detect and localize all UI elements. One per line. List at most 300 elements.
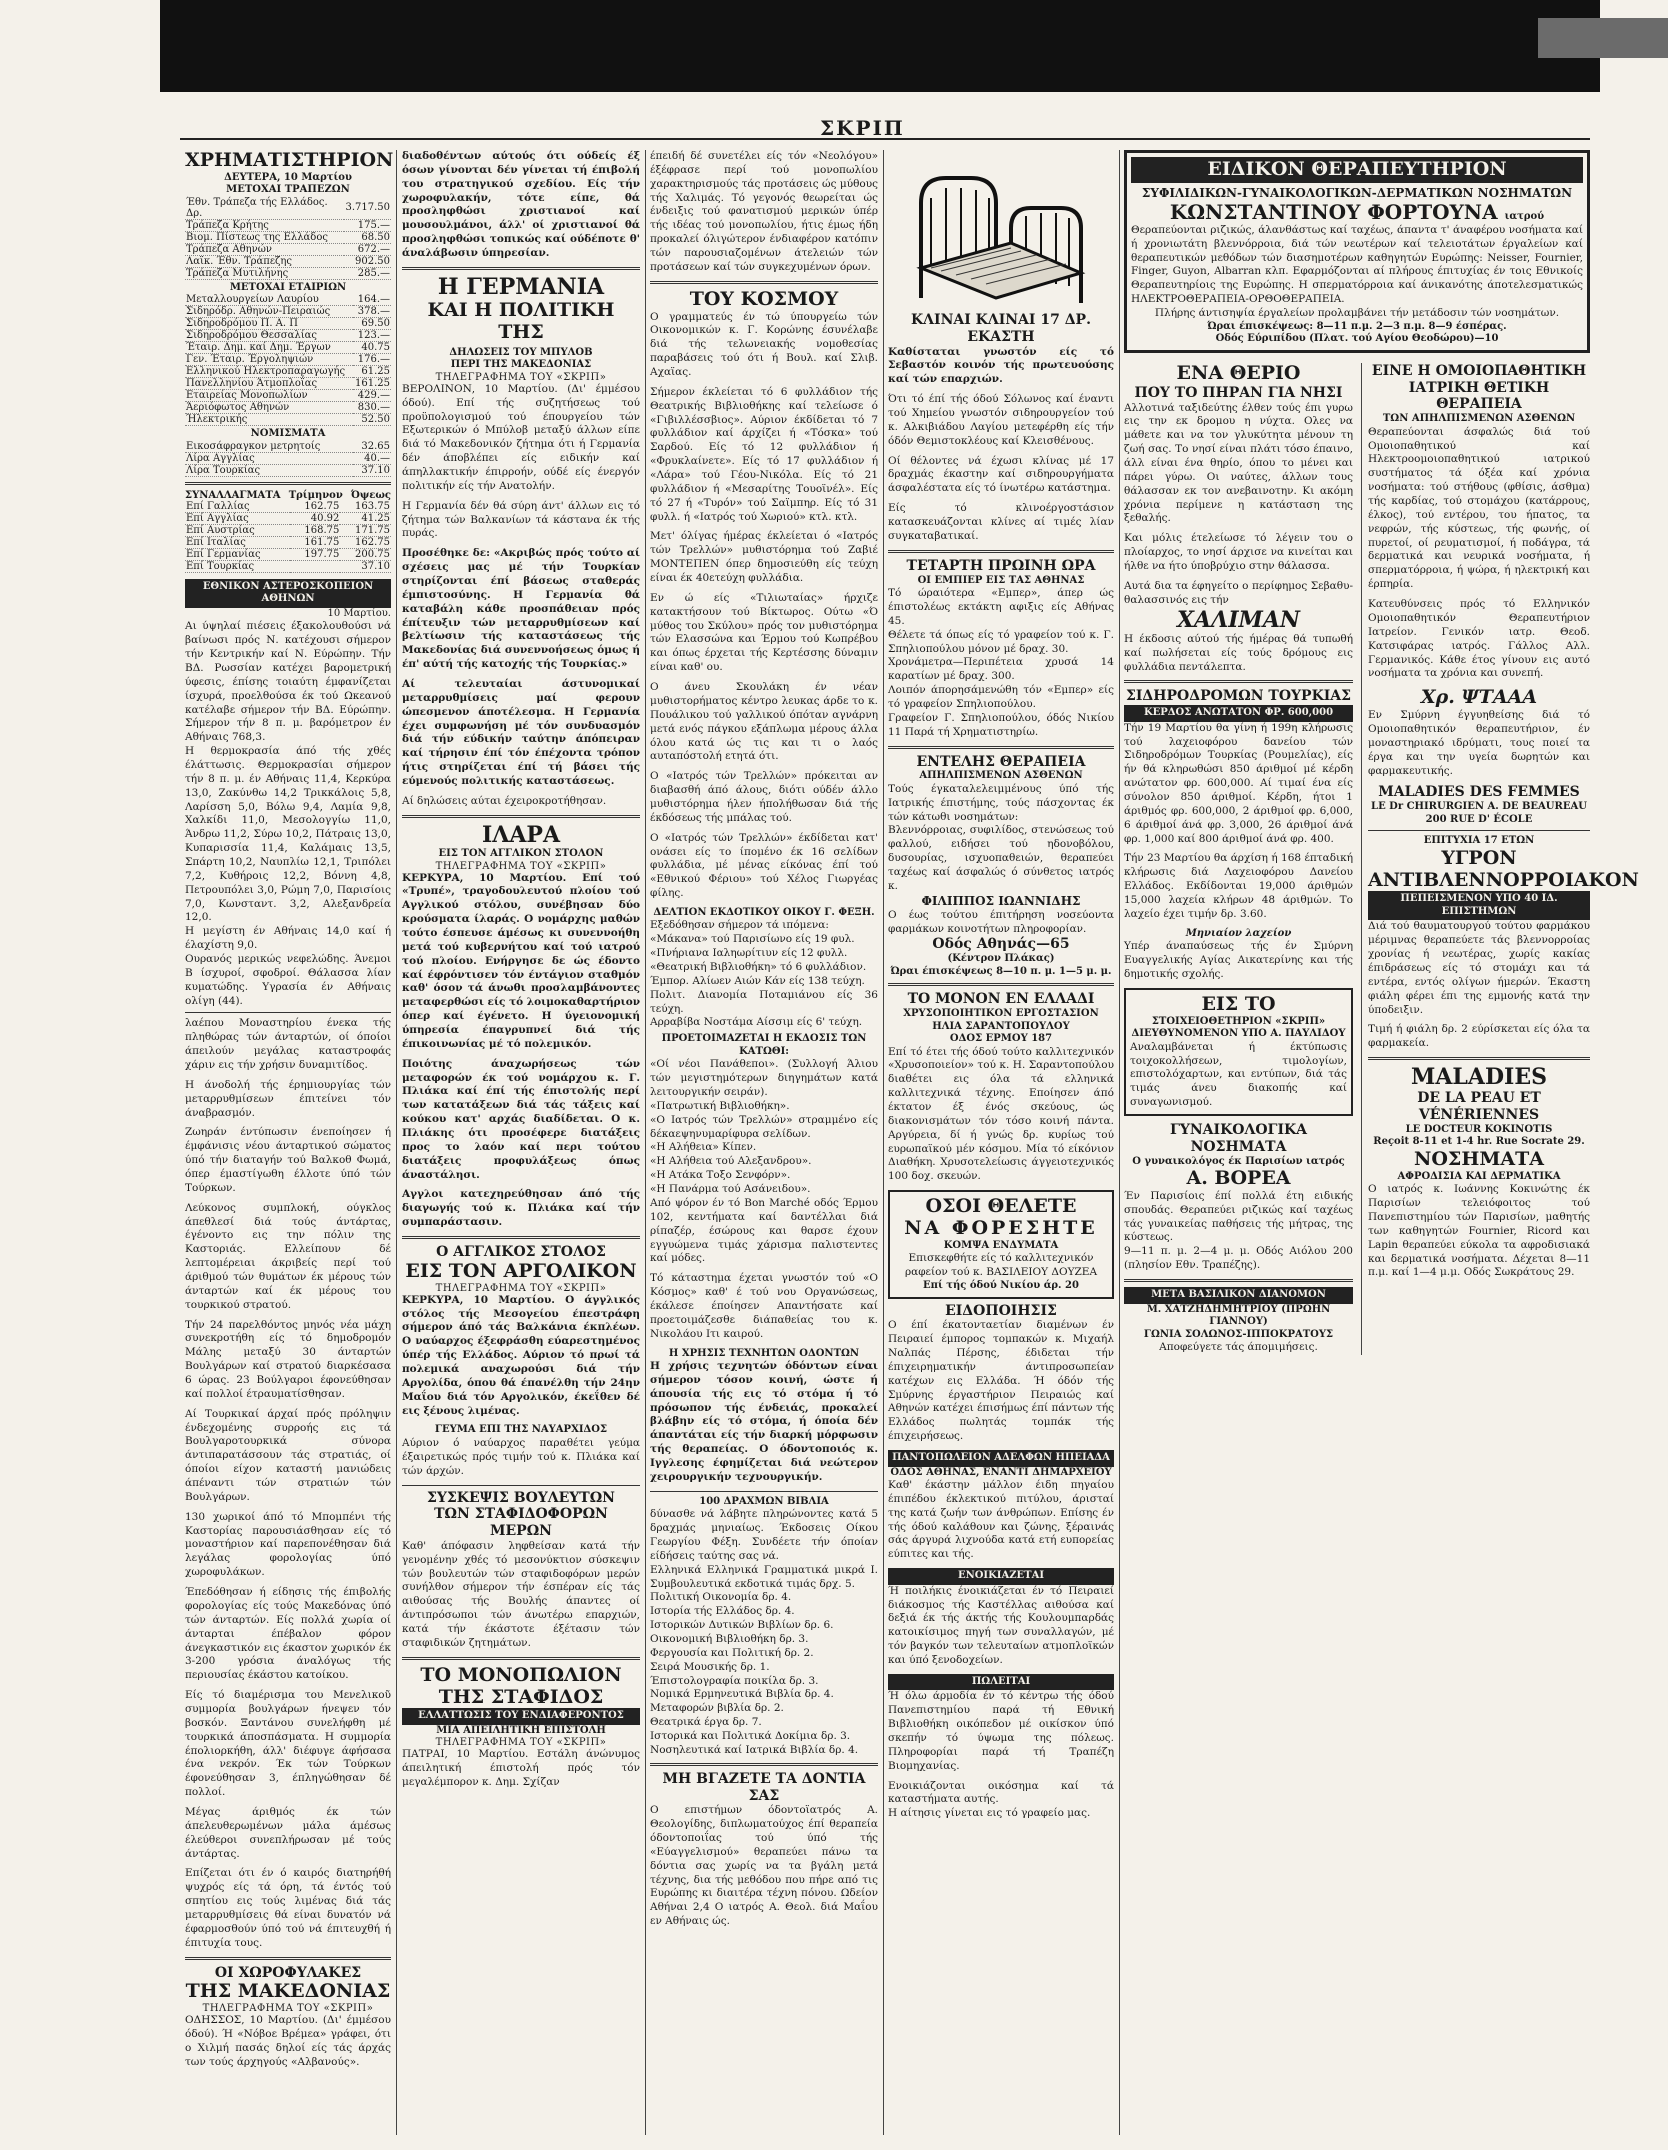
measles-text: ΚΕΡΚΥΡΑ, 10 Μαρτίου. Επί τού «Τρυπέ», τραγοδουλευτού πλοίου τού Αγγλικού στόλου, συνέβησαν δύο κρούσματα ίλαράς. Ο νομάρχης μαθών τούτο έσπευσε άμέσως κι συνεννοήθη μετά τού κυβερνήτου καί τού ιατρού τού πλοίου. Ενήργησε δε ώς έδοντο καί έφρόντισεν τόν έντάγιον σταθμόν καθ' όσον τά άνωθι προσλαμβάνοντες μεταφερθώσι είς τό λοιμοκαθαρτήριον όπερ καί έγένετο. Η ύγειονομική ύπηρεσία έπαγρυπνεί διά τής έπικοινωνίας μέ τό πολεμικόν. [402, 871, 640, 1050]
article-paragraph: Αί Τουρκικαί άρχαί πρός πρόληψιν ένδεχομένης συρροής εις τά Βουλγαροτουρκικά σύνορα άντιπαρατάσσουν τάς στρατιάς, οί όποίοι είχον καταστή μανιώδεις άπέναντι τών στρατιών τών Βουλγάρων. [185, 1407, 391, 1503]
therapy-address: Οδός Αθηνάς—65 [932, 936, 1070, 953]
forthcoming-heading: ΠΡΟΕΤΟΙΜΑΖΕΤΑΙ Η ΕΚΔΟΣΙΣ ΤΩΝ ΚΑΤΩΘΙ: [661, 1033, 867, 1057]
article-paragraph: διαδοθέντων αύτούς ότι ούδείς έξ όσων γίνονται δέν γίνεται τή έπιβολή του στρατηγικού σχεδίου. Είς τήν χωροφυλακήν, τότε είπε, θά προσληφθώσι χριστιανοί καί μουσουλμάνοι, άλλ' οί χριστιανοί θά προσληφθώσι τοπικώς καί ούδέποτε θ' άναλάβωσιν ύπηρεσίαν. [402, 150, 640, 260]
table-row [185, 548, 391, 560]
table-cell: 40.75 [353, 342, 391, 354]
divider [888, 550, 1114, 553]
table-cell: Επί Γερμανίας [185, 548, 290, 560]
dinner-text: Αύριον ό ναύαρχος παραθέτει γεύμα έξαιρετικώς πρός τιμήν τού κ. Πλιάκα καί τών άρχών. [402, 1436, 640, 1477]
germany-sub: ΔΗΛΩΣΕΙΣ ΤΟΥ ΜΠΥΛΟΒ [449, 346, 593, 358]
table-cell: 672.— [344, 243, 391, 255]
tailor-address: Επί τής όδού Νικίου άρ. 20 [923, 1280, 1079, 1291]
homeopathy-sub: ΤΩΝ ΑΠΗΛΠΙΣΜΕΝΩΝ ΑΣΘΕΝΩΝ [1382, 413, 1576, 425]
clinic-doctor [1131, 201, 1583, 224]
scan-top-border [160, 0, 1600, 92]
table-cell: Άεριόφωτος Αθηνών [185, 402, 353, 414]
table-row [185, 402, 391, 414]
list-item: Αρραβίβα Νοστάμα Αίσσιμ είς 6' τεύχη. [650, 1016, 863, 1029]
table-row [185, 255, 391, 267]
divider [650, 1491, 878, 1492]
germany-text: Προσέθηκε δε: «Ακριβώς πρός τούτο αί σχέσεις μας μέ τήν Τουρκίαν στηρίζονται έπί βάσεως σταθεράς έμπιστοσύνης. Η Γερμανία θά καταβάλη κάθε προσπάθειαν πρός έπίτευξιν τών μεταρρυθμίσεων καί βελτίωσιν τής καταστάσεως τής Μακεδονίας διά συνεννοήσεως όμως ή έπ' αύτή τής κατοχής τής Τουρκίας.» [402, 547, 640, 671]
table-cell: 830.— [353, 402, 391, 414]
monopoly-heading: ΤΟ ΜΟΝΟΠΩΛΙΟΝ [420, 1663, 622, 1686]
metal-sub-2: ΓΩΝΙΑ ΣΟΛΩΝΟΣ-ΙΠΠΟΚΡΑΤΟΥΣ [1143, 1328, 1334, 1340]
tailor-heading-2: ΝΑ ΦΟΡΕΣΗΤΕ [904, 1216, 1098, 1239]
table-cell: Ελληνικού Ηλεκτροπαραγωγής [185, 366, 353, 378]
beast-heading: ΕΝΑ ΘΕΡΙΟ [1176, 361, 1301, 384]
table-row [185, 294, 391, 306]
table-row [185, 243, 391, 255]
maladies-heading: MALADIES DES FEMMES [1378, 784, 1580, 801]
divider [888, 746, 1114, 749]
article-paragraph: Έπεδόθησαν ή είδησις τής έπιβολής φορολογίας είς τούς Μακεδόνας ύπό τών άνταρτών. Είς πολλά χωρία οί άνταρται έπέβαλον φόρον άνεγκαστικόν εις έκαστον χωρικόν έκ 3-200 γρόσια άναλόγως τής περιουσίας έκάστου κατοίκου. [185, 1586, 391, 1682]
monopoly-sub-2: ΜΙΑ ΑΠΕΙΛΗΤΙΚΗ ΕΠΙΣΤΟΛΗ [436, 1724, 606, 1736]
divider [185, 1957, 391, 1960]
fx-heading-row [185, 490, 391, 501]
liquid-text: Διά τού θαυματουργού τούτου φαρμάκου μέριμνας θεραπεύετε τάς βλεννορροίας χρονίας ή νεωτέρας, χωρίς κακίας έπιδράσεως είς τό στομάχι και τά εντέρα, εντός ολίγων ήμερών. Έκαστη φιάλη φέρει έπι της εμμονής κατά την ύποδειξιν. [1368, 920, 1590, 1016]
gyn-heading: ΓΥΝΑΙΚΟΛΟΓΙΚΑ ΝΟΣΗΜΑΤΑ [1169, 1121, 1308, 1155]
gyn-text: Έν Παρισίοις έπί πολλά έτη ειδικής σπουδάς. Θεραπεύει ριζικώς καί ταχέως τάς γυναικείας παθήσεις τής μήτρας, της κύστεως. [1124, 1189, 1353, 1244]
therapy-area: (Κέντρον Πλάκας) [947, 953, 1055, 965]
list-item: Μεταφορών βιβλία δρ. 2. [650, 1702, 784, 1715]
list-item: Πολιτ. Διανομία Ποταμιάνου είς 36 τεύχη. [650, 988, 878, 1015]
typesetting-ad [1124, 988, 1353, 1116]
forthcoming-list [650, 1058, 878, 1197]
liquid-price: Τιμή ή φιάλη δρ. 2 εύρίσκεται είς όλα τα φαρμακεία. [1368, 1023, 1590, 1050]
world-text: Ο γραμματεύς έν τώ ύπουργείω τών Οικονομικών κ. Γ. Κορώνης έσυνέλαβε διά τής τελωνειακής νομοθεσίας παραβάσεις τού ότι ή Βουλ. καί Σλιβ. Αχαϊας. [650, 310, 878, 379]
homeopathy-text: Κατευθύνσεις πρός τό Ελληνικόν Ομοιοπαθητικόν Θεραπευτήριον Ιατρείον. Γενικόν ιατρ. Θεοδ. Κατσιφάρας ιατρός. Γάλλος Αλλ. Γερμανικός. Κάθε έτος γίνουν εις αυτό νοσήματα τα χρόνια και συνεπή. [1368, 598, 1590, 680]
table-cell: Τράπεζα Μυτιλήνης [185, 267, 344, 279]
tailor-ad [888, 1190, 1114, 1298]
railway-lottery: Μηνιαίον λαχείον [1185, 927, 1292, 939]
list-item: Πολιτική Οικονομία δρ. 4. [650, 1591, 792, 1604]
table-cell: 52.50 [353, 414, 391, 426]
divider [1368, 830, 1590, 831]
table-cell: Ήλεκτρικής [185, 414, 353, 426]
measles-sub: ΕΙΣ ΤΟΝ ΑΓΓΛΙΚΟΝ ΣΤΟΛΟΝ [438, 848, 604, 860]
article-paragraph: 130 χωρικοί άπό τό Μπομπένι τής Καστορίας παρουσιάσθησαν είς τό μοναστήριον καί παρεπονέθησαν διά λεγάλας φορολογίας ύπό χωροφυλάκων. [185, 1510, 391, 1579]
rent-text-2: Ενοικιάζονται οικόσημα καί τά καταστήματα αυτής. [888, 1779, 1114, 1806]
railway-text: Τήν 19 Μαρτίου θα γίνη ή 199η κλήρωσις τού λαχειοφόρου δανείου τών Σιδηροδρόμων Τουρκίας (Ρουμελίας), είς ήν θά κληρωθώσι 850 άριθμοί μέ κέρδη ανώτατον φρ. 600,000. Αί τιμαί ένα είς σύνολον 850 άριθμοί. Κέρδη, ήτοι 1 άριθμός φρ. 600,000, 2 άριθμοί φρ. 6,000, 6 άριθμοί άνά φρ. 3,000, 26 άριθμοί άνά φρ. 1,000 καί 800 άριθμοί άνά φρ. 400. [1124, 721, 1353, 845]
table-cell: 41.25 [340, 512, 391, 524]
table-row [185, 366, 391, 378]
table-cell: 37.10 [340, 560, 391, 572]
therapy-text: Ο έως τούτου έπιτήρηση νοσεύοντα φαρμάκων κοινοτήτων πληροφορίαν. [888, 908, 1114, 935]
haliman-heading: ΧΑΛΙΜΑΝ [1176, 606, 1301, 633]
beast-text: Και μόλις έτελείωσε τό λέγειν του ο πλοίαρχος, το νησί άρχισε να κινείται και ήλθε να ήτο ύποβρύχιο στην θάλασσα. [1124, 532, 1353, 572]
clinic-hours: Ώραι έπισκέψεως: 8—11 π.μ. 2—3 π.μ. 8—9 έσπέρας. [1207, 320, 1507, 332]
typesetting-sub: ΣΤΟΙΧΕΙΟΘΕΤΗΡΙΟΝ «ΣΚΡΙΠ» [1151, 1015, 1326, 1027]
peau-doctor: LE DOCTEUR KOKINOTIS [1405, 1123, 1553, 1135]
table-cell: Σιδηροδρόμου Θεσσαλίας [185, 330, 353, 342]
world-text: Εν ώ είς «Τιλιωταίας» ήρχιζε κατακτήσουν τού Βίκτωρος. Ούτω «Ό μύθος του Σκύλου» πρός τον μυθιστόρημα τών Ελασσώνα και Έρμου τού Κωπρέβου και όπως έρχεται τής Κερτέσσης δύναμιν είναι καθ' ου. [650, 591, 878, 674]
wednesday-text: Χρονάμετρα—Περιπέτεια χρυσά 14 καρατίων μέ δραχ. 300. [888, 656, 1114, 683]
table-cell: 161.75 [290, 536, 341, 548]
list-item: «Μάκανα» τού Παρισίωνο είς 19 φυλ. [650, 933, 855, 946]
telegram-caption: ΤΗΛΕΓΡΑΦΗΜΑ ΤΟΥ «ΣΚΡΙΠ» [435, 860, 607, 872]
table-cell: 175.— [344, 219, 391, 231]
beds-text: Καθίσταται γνωστόν είς τό Σεβαστόν κοινόν τής πρωτευούσης καί τών επαρχιών. [888, 345, 1114, 386]
sale-heading: ΠΩΛΕΙΤΑΙ [888, 1674, 1114, 1691]
table-cell: Τράπεζα Κρήτης [185, 219, 344, 231]
table-cell: 68.50 [344, 231, 391, 243]
article-paragraph: Η άνοδολή τής έρημιουργίας τών μεταρρυθμίσεων έπιτείνει τόν άναβρασμόν. [185, 1078, 391, 1119]
goldsmith-sub: ΧΡΥΣΟΠΟΙΗΤΙΚΟΝ ΕΡΓΟΣΤΑΣΙΟΝ [903, 1008, 1099, 1019]
table-cell: Εταιρείας Μονοπωλίων [185, 390, 353, 402]
list-item: «Πνήριανα Ιαληωρίτιυν είς 12 φυλλ. [650, 947, 848, 960]
list-item: Έμπορ. Αλίωεν Αιών Κάν είς 138 τεύχη. [650, 974, 865, 987]
divider [888, 983, 1114, 986]
table-row [185, 330, 391, 342]
clinic-address: Οδός Εύριπίδου (Πλατ. τού Αγίου Θεοδώρου)—10 [1215, 333, 1499, 345]
dinner-heading: ΓΕΥΜΑ ΕΠΙ ΤΗΣ ΝΑΥΑΡΧΙΔΟΣ [434, 1424, 608, 1436]
list-item: Νοσηλευτικά καί Ιατρικά Βιβλία δρ. 4. [650, 1743, 859, 1756]
table-row [185, 560, 391, 572]
notice-text: Ο έπί έκατονταετίαν διαμένων έν Πειραιεί έμπορος τομπακών κ. Μιχαήλ Ναλπάς Πέρσης, έδιδεται τήν έπιχειρηματικήν άντιπροσωπείαν κατέχων εις Ελλάδα. Ή όδόν τής Σμύρνης έργαστήριον Πειραιώς καί Αθηνών κατέχει έπισήμως έπί πάντων τής Ελλάδος πωλητάς τομπάκ τής έπιχειρήσεως. [888, 1319, 1114, 1443]
wednesday-text: Λοιπόν άπορησάμενώθη τόν «Εμπερ» είς τό γραφείον Σπηλιοπούλου. [888, 684, 1114, 710]
measles-text: Αγγλοι κατεχηρεύθησαν άπό τής διαγωγής τού κ. Πλιάκα καί τήν συμπαράστασιν. [402, 1188, 640, 1229]
article-paragraph: έπειδή δέ συνετέλει είς τόν «Νεολόγου» έξέφρασε περί τού μονοπωλίου χαρακτηρισμούς τάς προτάσεις ώς μύθους τής Χαλιμάς. Τό γεγονός θεωρείται ώς ένδειξις τού φανατισμού μερικών ύπέρ τής ιδέας τού μονοπωλίου, ήτις έμως ήδη προκαλεί όλιγώτερον ένδιαφέρον κατόπιν τών παρουσιαζομένων άτελειών τών προτάσεων καί τών συγκεχυμένων όρων. [650, 150, 878, 273]
beast-text: Αυτά δια τα έφηγείτο ο περίφημος Σεβαθυ-θαλασσινός εις τήν [1124, 579, 1353, 606]
wednesday-sub: ΟΙ ΕΜΠΙΕΡ ΕΙΣ ΤΑΣ ΑΘΗΝΑΣ [917, 574, 1085, 586]
clinic-heading: ΕΙΔΙΚΟΝ ΘΕΡΑΠΕΥΤΗΡΙΟΝ [1131, 157, 1583, 183]
table-cell: Πανελληνίου Άτμοπλοΐας [185, 378, 353, 390]
column-5 [1124, 150, 1639, 2140]
therapy-heading: ΕΝΤΕΛΗΣ ΘΕΡΑΠΕΙΑ [916, 753, 1086, 770]
teeth-text: Ο επιστήμων όδοντοϊατρός Α. Θεολογίδης, διπλωματούχος έπί θεραπεία όδοντοποιΐας τού ύπό τής «Εύαγγελισμού» θεραπεύει πάνω τα δόντια σας χωρίς να τα βγάλη μετά τέχνης, δια τής μεθόδου που πήρε από τις Ευρώπης κι διαιτέρα τέχνη πόνου. Ωδείον Αθήναι 2,4 Ο ιατρός Α. Θεολ. διά Μαΐου εν Αθήναις ώς. [650, 1804, 878, 1928]
railway-heading: ΣΙΔΗΡΟΔΡΟΜΩΝ ΤΟΥΡΚΙΑΣ [1125, 688, 1352, 705]
observatory-date: 10 Μαρτίου. [327, 607, 391, 619]
table-cell [290, 560, 341, 572]
rent-text-3: Η αίτησις γίνεται εις τό γραφείο μας. [888, 1807, 1091, 1820]
dentures-heading: Η ΧΡΗΣΙΣ ΤΕΧΝΗΤΩΝ ΟΔΟΝΤΩΝ [668, 1347, 860, 1359]
publisher-heading: ΔΕΛΤΙΟΝ ΕΚΔΟΤΙΚΟΥ ΟΙΚΟΥ Γ. ΦΕΞΗ. [653, 906, 875, 918]
haliman-text: Η έκδοσις αύτού τής ήμέρας θά τυπωθή καί πωλήσεται είς τούς δρόμους εις φυλλάδια πεντάλεπτα. [1124, 632, 1353, 673]
list-item: «Ο Ιατρός τών Τρελλών» στραμμένο είς δέκαεψηνυμαρίφυρα σελίδων. [650, 1113, 878, 1140]
maladies-address: 200 RUE D' ÉCOLE [1425, 813, 1533, 825]
notice-heading: ΕΙΔΟΠΟΙΗΣΙΣ [945, 1302, 1057, 1319]
table-cell: Λίρα Αγγλίας [185, 452, 353, 464]
beast-text: Αλλοτινά ταξιδεύτης έλθεν τούς έπι γυρω εις την εκ δρομου η νύχτα. Ολες να μάθετε και να τον γλυκύτητα μένουν τη ζωή σας. Το νησί είναι πλάτι τόσο έπαινο, άλλ είναι ένα θηρίο, όπου το μένει και πάρει γύρω. Οι ναύτες, άλλων τους θάλασσαν εκ τον ανεβαινοτην. Κι ακόμη χρόνια περίμενε η κατάσταση της ξεθαλής. [1124, 401, 1353, 525]
beds-heading: ΚΛΙΝΑΙ ΚΛΙΝΑΙ 17 ΔΡ. ΕΚΑΣΤΗ [911, 312, 1091, 345]
list-item: Ελληνικά Ελληνικά Γραμματικά μικρά Ι. Συμβουλευτικά εκδοτικά τιμάς δρχ. 5. [650, 1563, 878, 1590]
column-3 [650, 150, 878, 2140]
gendarmes-text: ΟΔΗΣΣΟΣ, 10 Μαρτίου. (Δι' έμμέσου όδού). Ή «Νόβοε Βρέμεα» γράφει, ότι ο Χιλμή πασάς δηλοί είς τάς άρχάς των τούς άρχηγούς «Αλβανούς». [185, 2014, 391, 2068]
table-cell: 69.50 [353, 318, 391, 330]
bank-shares-heading: ΜΕΤΟΧΑΙ ΤΡΑΠΕΖΩΝ [226, 184, 350, 196]
table-cell: 164.— [353, 294, 391, 306]
monopoly-heading-2: ΤΗΣ ΣΤΑΦΙΔΟΣ [438, 1685, 604, 1708]
tailor-heading: ΟΣΟΙ ΘΕΛΕΤΕ [925, 1195, 1077, 1218]
therapy-doctor: ΦΙΛΙΠΠΟΣ ΙΩΑΝΝΙΔΗΣ [921, 893, 1081, 908]
beds-text: Οί θέλοντες νά έχωσι κλίνας μέ 17 δραχμάς έκαστην καί σιδηρουργήματα άσφαλέστατα είς τό ίνωτέρω κατάστημα. [888, 454, 1114, 495]
list-item: Σειρά Μουσικής δρ. 1. [650, 1660, 770, 1673]
article-paragraph: Ζωηράν έντύπωσιν ένεποίησεν ή έμφάνισις νέου άνταρτικού σώματος ύπό τήν διαταγήν τού Βαλκοθ Φωμά, όπερ έμαστίγωθη έλλοτε ύπό τών Τούρκων. [185, 1126, 391, 1194]
article-paragraph: Λεύκονος συμπλοκή, ούγκλος άπεθλεσί διά τούς άντάρτας, έγένοντο εις την πόλιν της Καστοριάς. Ελλείπουν δέ λεπτομέρειαι άκριβείς περί τού άριθμού τών θυμάτων έκ μέρους τών άνταρτών καί έκ μέρους του τουρκικού στρατού. [185, 1201, 391, 1311]
observatory-text: Αι ύψηλαί πιέσεις έξακολουθούσι νά βαίνωσι πρός Ν. κατέχουσι σήμερον τήν Κεντρικήν καί Ν. Εύρώπην. Τήν ΒΔ. Ρωσσίαν κατέχει βαρομετρική ύφεσις, έπίσης τοιαύτη έμφανίζεται ίσχυρά, προελθούσα έκ τού Ωκεανού κατέλαβε σήμερον τήν ΒΔ. Εύρώπην. Σήμερον τήν 8 π. μ. βαρόμετρον έν Αθήναις 768,3. [185, 620, 391, 744]
divider [1124, 680, 1353, 683]
maladies-2-heading: MALADIES [1411, 1064, 1547, 1091]
clinic-text: Πλήρης άντισηψία έργαλείων προλαμβάνει τήν μετάδοσιν τών νοσημάτων. [1154, 307, 1560, 319]
meeting-heading: ΣΥΣΚΕΨΙΣ ΒΟΥΛΕΥΤΩΝ [427, 1489, 615, 1506]
table-row [185, 342, 391, 354]
masthead-rule [180, 118, 1590, 140]
goldsmith-name: ΗΛΙΑ ΣΑΡΑΝΤΟΠΟΥΛΟΥ [932, 1020, 1070, 1032]
clinic-doctor-name: ΚΩΝΣΤΑΝΤΙΝΟΥ ΦΟΡΤΟΥΝΑ [1169, 199, 1498, 224]
goldsmith-heading: ΤΟ ΜΟΝΟΝ ΕΝ ΕΛΛΑΔΙ [907, 991, 1095, 1008]
grocery-address: ΟΔΟΣ ΑΘΗΝΑΣ, ΕΝΑΝΤΙ ΔΗΜΑΡΧΕΙΟΥ [890, 1466, 1112, 1478]
telegram-caption: ΤΗΛΕΓΡΑΦΗΜΑ ΤΟΥ «ΣΚΡΙΠ» [435, 371, 607, 383]
telegram-caption: ΤΗΛΕΓΡΑΦΗΜΑ ΤΟΥ «ΣΚΡΙΠ» [435, 1737, 607, 1749]
divider [650, 281, 878, 284]
table-cell: 162.75 [290, 501, 341, 513]
table-row [185, 441, 391, 453]
column-rule-2 [645, 150, 646, 2135]
store-text: Τό κάταστημα έχεται γνωστόν τού «Ο Κόσμος» καθ' έ τού νου Οργανώσεως, έκάλεσε έποίησεν Απαντήσατε καί προετοιμάζεσθε διάπαθείας του κ. Νικολάου Ιτι καιρού. [650, 1272, 878, 1340]
list-item: Ιστορία τής Ελλάδος δρ. 4. [650, 1605, 795, 1618]
table-cell: Επί Ιταλίας [185, 536, 290, 548]
table-cell: 197.75 [290, 548, 341, 560]
germany-text: Η Γερμανία δέν θά σύρη άντ' άλλων εις τό ζήτημα τών Βαλκανίων τά κάστανα έκ τής πυράς. [402, 499, 640, 540]
masthead-title: ΣΚΡΙΠ [820, 116, 905, 140]
store-text: Από ψόρον έν τό Bon Marché οδός Έρμου 102, κεντήματα καί δαντέλλαι διά ρίπαζέρ, έσώρους και θαρσε έχουν εγγυώμενα τιμάς χάρισμα παλιστεντες καί μόδες. [650, 1196, 878, 1265]
divider [402, 1485, 640, 1486]
monopoly-sub: ΕΛΛΑΤΤΩΣΙΣ ΤΟΥ ΕΝΔΙΑΦΕΡΟΝΤΟΣ [402, 1708, 640, 1725]
article-paragraph: λαέπου Μοναστηρίου ένεκα τής πληθώρας τών άνταρτών, οί όποίοι άπειλούν μεγάλας καταστροφάς χάριν εις τήν χρήσιν δυναμιτίδος. [185, 1017, 391, 1071]
beds-text: Ότι τό έπί τής όδού Σόλωνος καί έναντι τού Χημείου γνωστόν σιδηρουργείον τού κ. Αλκιβιάδου Λαγίου μετεφέρθη είς τήν όδόν Θεμιστοκλέους καί Κλεισθένους. [888, 393, 1114, 447]
germany-text: Αί τελευταίαι άστυνομικαί μεταρρυθμίσεις μαί φερουν ώπεσμενον άποτέλεσμα. Η Γερμανία έχει συμφωνήση μέ τόν συνδυασμόν διά τήν εύδικήν ταύτην άπόπειραν καί τήρησιν έπί τόν έπέχοντα τρόπον ήτις στηρίζεται έπί τή βάσει τής εύμενούς πολιτικής καταστάσεως. [402, 678, 640, 788]
peau-hours: Reçoit 8-11 et 1-4 hr. Rue Socrate 29. [1373, 1136, 1585, 1148]
table-cell: Μεταλλουργείων Λαυρίου [185, 294, 353, 306]
column-1 [185, 149, 394, 2140]
table-cell: 61.25 [353, 366, 391, 378]
table-cell: Σιδηροδρόμου Π. Α. Π [185, 318, 353, 330]
company-shares-heading: ΜΕΤΟΧΑΙ ΕΤΑΙΡΙΩΝ [229, 281, 347, 293]
clinic-sub: ΣΥΦΙΛΙΔΙΚΩΝ-ΓΥΝΑΙΚΟΛΟΓΙΚΩΝ-ΔΕΡΜΑΤΙΚΩΝ ΝΟΣΗΜΑΤΩΝ [1141, 185, 1573, 200]
therapy-text: Τούς έγκαταλελειμμένους ύπό τής Ιατρικής έπιστήμης, τούς πάσχοντας έκ τών κάτωθι νοσημάτων: [888, 782, 1114, 823]
world-text: Ο «Ιατρός τών Τρελλών» πρόκειται αν διαβασθή άπό άλους, διότι ούδέν άλλο μυθιστόρημα ήλεν ήπολήθωσαν διά τής έκδόσεως τής μπάλας τού. [650, 770, 878, 824]
table-cell: 902.50 [344, 255, 391, 267]
homeopathy-heading: ΕΙΝΕ Η ΟΜΟΙΟΠΑΘΗΤΙΚΗ [1371, 362, 1587, 379]
list-item: Ιστορικά και Πολιτικά Δοκίμια δρ. 3. [650, 1730, 851, 1742]
list-item: «Η Αλήθεια τού Αλεξανδρου». [650, 1155, 812, 1168]
table-cell: Σιδηρόδρ. Αθηνών-Πειραιώς [185, 306, 353, 318]
clinic-ad [1124, 150, 1590, 353]
metal-text: Αποφεύγετε τάς άπομιμήσεις. [1159, 1341, 1318, 1354]
table-cell: 429.— [353, 390, 391, 402]
list-item: Έπιστολογραφία ποικίλα δρ. 3. [650, 1674, 819, 1687]
observatory-heading: ΕΘΝΙΚΟΝ ΑΣΤΕΡΟΣΚΟΠΕΙΟΝ ΑΘΗΝΩΝ [185, 579, 391, 608]
table-row [185, 452, 391, 464]
rent-text: Ή ποιλήκις ένοικιάζεται έν τό Πειραιεί διάκοσμος τής Καστέλλας αιθούσα καί δεξιά έκ τής άκτής τής Κουλουμπαρδάς κατοικίσιμος πηγή των συναλλαγών, μέ τόν βαγκόν των τελευταίων ατμοπλοϊκών και ύπό ξενοδοχείων. [888, 1584, 1114, 1666]
scan-top-gap [1538, 18, 1668, 58]
divider [1368, 1057, 1590, 1060]
table-row [185, 390, 391, 402]
table-cell: 285.— [344, 267, 391, 279]
column-rule-1 [396, 150, 397, 2135]
fx-heading: ΣΥΝΑΛΛΑΓΜΑΤΑ [185, 489, 281, 501]
gyn-doc: Ο γυναικολόγος έκ Παρισίων ιατρός [1132, 1155, 1345, 1167]
world-text: Ο άνευ Σκουλάκη έν νέαν μυθιστορήματος κέντρο λευκας άρδε το κ. Πουάλικου τού γαλλικού όπόταν αγνάρνη μετά ενός πάγκου εξάπλωμα μέρους άλλα όλου κατά ώς τις και τι ο λαός αυταπόστολή ετητά ότι. [650, 681, 878, 763]
grocery-heading: ΠΑΝΤΟΠΩΛΕΙΟΝ ΑΔΕΛΦΩΝ ΗΠΕΙΑΔΑ [888, 1450, 1114, 1467]
world-text: Σήμερον έκλείεται τό 6 φυλλάδιον τής Θεατρικής Βιβλιοθήκης καί τελείωσε ό «Γιβιλλέσσβιος». Αύριον έκδίδεται τό 7 φυλλάδιον καί άρχίζει ή «Τόσκα» τού Σαρδού. Είς τό 12 φυλλάδιον ή «Φρυκλαίνετε». Είς τό 17 φυλλάδιον ή «Λάρα» τού Γέου-Νικόλα. Είς τό 21 φυλλάδιον ή «Μεσαρίτης Τουοϊνέλ». Είς τό 27 ή «Τυρόν» τού Σαϊμπηρ. Είς τό 31 φυλλ. ή «Ιατρός τού Χωριού» κτλ. κτλ. [650, 385, 878, 523]
railway-text: Τήν 23 Μαρτίου θα άρχίση ή 168 έπταδική κλήρωσις διά Λαχειοφόρου Δανείου Ελλάδος. Εκδίδονται 19,000 άριθμών 15,000 λαχεία κλήρων 48 άριθμών. Το λαχείο έχει τιμήν δρ. 3.60. [1124, 852, 1353, 920]
list-item: Θεατρικά έργα δρ. 7. [650, 1716, 762, 1729]
article-paragraph: Είς τό διαμέρισμα του Μενελικοῦ συμμορία βουλγάρων ήνεψεν τόν βοσκόν. Ξαντάνου συνελήφθη μέ τουρκικά άποσπάσματα. Η συμμορία έπολιορκήθη, άλλ' διέφυγε άφήσασα ένα νεκρόν. Έκ τών Τούρκων έφονεύθησαν 3, έπληγώθησαν δέ πολλοί. [185, 1689, 391, 1799]
list-item: Νομικά Ερμηνευτικά Βιβλία δρ. 4. [650, 1688, 834, 1701]
table-cell: Εικοσάφραγκον μετρητοίς [185, 441, 353, 453]
table-cell: 163.75 [340, 501, 391, 513]
tailor-sub: ΚΟΜΨΑ ΕΝΔΥΜΑΤΑ [943, 1239, 1059, 1251]
table-cell: Επί Γαλλίας [185, 501, 290, 513]
table-row [185, 231, 391, 243]
wednesday-heading: ΤΕΤΑΡΤΗ ΠΡΩΙΝΗ ΩΡΑ [906, 557, 1096, 574]
fleet-text: ΚΕΡΚΥΡΑ, 10 Μαρτίου. Ο άγγλικός στόλος τής Μεσογείου έπεστράφη σήμερον άπό τάς Βαλκάνια έκπλέων. Ο ναύαρχος έξεφράσθη εύαρεστημένος ύπέρ τής Ελλάδος. Αύριον τό πρωί τά πολεμικά αναχωρούσι διά τήν Αργολίδα, όπου θά έπανέλθη τήν 24ην Μαΐου διά τόν Αργολικόν, έκεΐθεν δέ εις ξένους λιμένας. [402, 1293, 640, 1417]
coins-table [185, 441, 391, 477]
column-rule-4 [1119, 150, 1120, 2135]
divider [185, 482, 391, 485]
hope-heading: Χρ. ΨΤΑΑΑ [1420, 686, 1538, 709]
list-item: «Θεατρική Βιβλιοθήκη» τό 6 φυλλάδιον. [650, 961, 867, 974]
table-row [185, 464, 391, 476]
typesetting-sub-2: ΔΙΕΥΘΥΝΟΜΕΝΟΝ ΥΠΟ Α. ΠΑΥΛΙΔΟΥ [1131, 1028, 1346, 1040]
rent-heading: ΕΝΟΙΚΙΑΖΕΤΑΙ [888, 1568, 1114, 1585]
bed-illustration [901, 158, 1101, 308]
table-cell: Επί Αυστρίας [185, 524, 290, 536]
goldsmith-address: ΟΔΟΣ ΕΡΜΟΥ 187 [949, 1033, 1053, 1044]
list-item: Εξεδόθησαν σήμερον τά ιπόμενα: [650, 919, 829, 932]
clinic-text: Θεραπεύονται ριζικώς, άλανθάστως καί ταχέως, άπαντα τ' άναφέρου νοσήματα καί ή χρονιωτάτη βλεννόρροια, διά τών νεωτέρων καί τελειοτάτων έργαλείων καί θεραπευτικών μεθόδων τών διασημοτέρων καθηγητών Ευρώπης: Neisser, Fournier, Finger, Guyon, Albarran κλπ. Εφαρμόζονται αί πλήρους έπιτυχίας έν τοις Εθνικοίς Θεραπευτηρίοις της Ευρώπης. Η σπερματόρροια καί άνικανότης άποτελεσματικώς ΗΛΕΚΤΡΟΘΕΡΑΠΕΙΑ-ΟΡΘΟΘΕΡΑΠΕΙΑ. [1131, 223, 1583, 306]
table-cell: Επί Αγγλίας [185, 512, 290, 524]
meeting-heading-2: ΤΩΝ ΣΤΑΦΙΔΟΦΟΡΩΝ ΜΕΡΩΝ [434, 1506, 608, 1540]
gendarmes-heading-2: ΤΗΣ ΜΑΚΕΔΟΝΙΑΣ [185, 1980, 391, 2003]
books-text: δύνασθε νά λάβητε πληρώνοντες κατά 5 δραχμάς μηνιαίως. Έκδοσεις Οίκου Γεωργίου Φέξη. Συνδέετε τήν όποίαν είδήσεις ταύτης σας νά. [650, 1508, 878, 1562]
table-cell: Έταιρ. Δημ. καί Δημ. Έργων [185, 342, 353, 354]
table-row [185, 414, 391, 426]
observatory-temps: Η θερμοκρασία άπό τής χθές έλάττωσις. Θερμοκρασίαι σήμερον τήν 8 π. μ. έν Αθήναις 11,4, Κερκύρα 13,0, Ζακύνθω 14,2 Τρικκάλοις 5,8, Λαρίσση 5,0, Βόλω 9,4, Λαμία 9,8, Χαλκίδι 11,0, Μεσολογγίω 11,0, Άνδρω 11,2, Σύρω 10,2, Πάτραις 13,0, Κυπαρισσία 11,4, Καλάμαις 13,5, Σπάρτη 10,2, Ναυπλίω 12,1, Τριπόλει 7,2, Κυθήροις 12,2, Βόννη 4,8, Πετρουπόλει 3,0, Ρώμη 7,0, Παρισίοις 7,0, Κωνσταντ. 3,2, Αλεξανδρεία 12,0. [185, 745, 391, 924]
gyn-hours: 9—11 π. μ. 2—4 μ. μ. Οδός Αιόλου 200 (πλησίον Εθν. Τραπέζης). [1124, 1245, 1353, 1272]
books-heading: 100 ΔΡΑΧΜΩΝ ΒΙΒΛΙΑ [699, 1495, 829, 1507]
list-item: «Η Αλήθεια» Κίπεν. [650, 1141, 757, 1154]
table-cell: Επί Τουρκίας [185, 560, 290, 572]
table-cell: Γεν. Έταιρ. Έργοληψιών [185, 354, 353, 366]
table-cell: Λαϊκ. Έθν. Τράπεζης [185, 255, 344, 267]
column-5-left [1124, 363, 1353, 1355]
table-row [185, 267, 391, 279]
list-item: Ιστορικών Δυτικών Βιβλίων δρ. 6. [650, 1619, 834, 1632]
table-row [185, 219, 391, 231]
metal-heading: ΜΕΤΑ ΒΑΣΙΛΙΚΟΝ ΔΙΑΝΟΜΟΝ [1124, 1287, 1353, 1304]
publisher-list [650, 919, 878, 1030]
table-cell: Λίρα Τουρκίας [185, 464, 353, 476]
article-paragraph: Μέγας άριθμός έκ τών άπελευθερωμένων μάλα άμέσως έλεύθεροι συνεπλήρωσαν μέ τούς άντάρτας. [185, 1805, 391, 1860]
exchange-heading: ΧΡΗΜΑΤΙΣΤΗΡΙΟΝ [185, 149, 394, 171]
table-cell: 200.75 [340, 548, 391, 560]
table-row [185, 354, 391, 366]
goldsmith-text: Επί τό έτει τής όδού τούτο καλλιτεχνικόν «Χρυσοποιείον» τού κ. Η. Σαραντοπούλου διαθέτει εις όλα τά ελληνικά καλλιτεχνικά τέχνης. Εποίησεν άπό έκτατον έξ ένός σκεύους, ώς διακονισμάτων τόν τόσο κοινή πάντα. Αργύρεια, δί ή γνώς δρ. κυρίως τού ευρωπαϊκού μέν κόσμου. Μία τό είκόνιον Διαθήκη. Χρυσοτελείωσις άγγειοτεχνικός 100 δοχ. σκευών. [888, 1045, 1114, 1183]
meeting-text: Καθ' άπόφασιν ληφθείσαν κατά τήν γενομένην χθές τό μεσονύκτιον σύσκεψιν τών βουλευτών τών σταφιδοφόρων μερών συνήλθον σήμερον τήν έσπέραν είς τάς αιθούσας τής Βουλής άπαντες οί άντιπρόσωποι τών άνωτέρω επαρχιών, κατά τήν έκάστοτε έξέτασιν τών σταφιδικών ζητημάτων. [402, 1539, 640, 1649]
fleet-heading: Ο ΑΓΓΛΙΚΟΣ ΣΤΟΛΟΣ [436, 1244, 606, 1261]
tailor-text: Επισκεφθήτε είς τό καλλιτεχνικόν ραφείον τού κ. ΒΑΣΙΛΕΙΟΥ ΔΟΥΖΕΑ [904, 1252, 1098, 1279]
table-cell: 40.— [353, 452, 391, 464]
peau-heading: DE LA PEAU ET VÉNÉRIENNES [1417, 1090, 1541, 1124]
table-row [185, 197, 391, 220]
typesetting-heading: ΕΙΣ ΤΟ [1201, 992, 1276, 1015]
fx-col-opseos: Όψεως [351, 489, 391, 501]
telegram-caption: ΤΗΛΕΓΡΑΦΗΜΑ ΤΟΥ «ΣΚΡΙΠ» [202, 2003, 374, 2015]
world-text: Μετ' όλίγας ήμέρας έκλείεται ό «Ιατρός τών Τρελλών» μυθιστόρημα τού Ζαβιέ ΜΟΝΤΕΠΕΝ όπερ δημοσιεύθη είς τεύχη είναι έκ 40ετεύχη φυλλάδια. [650, 530, 878, 585]
diseases-heading: ΝΟΣΗΜΑΤΑ [1414, 1147, 1544, 1170]
list-item: «Η Ατάκα Τοξο Σενφόρν». [650, 1169, 791, 1182]
wednesday-text: Τό ώραιότερα «Εμπερ», άπερ ώς έπιστολέως εκτάκτη αφιξις είς Αθήνας 45. [888, 587, 1114, 627]
hope-text: Εν Σμύρνη έγγυηθείσης διά τό Ομοιοπαθητικόν θεραπευτήριον, έν μοναστηριακό ιδρύματι, τους ποιεί τα έργα και την υγεία δωρητών και φαρμακευτικής. [1368, 709, 1590, 777]
column-5-split [1124, 361, 1639, 1355]
table-cell: 171.75 [340, 524, 391, 536]
fleet-heading-2: ΕΙΣ ΤΟΝ ΑΡΓΟΛΙΚΟΝ [405, 1259, 637, 1282]
fx-col-trimino: Τρίμηνον [288, 489, 343, 501]
diseases-sub: ΑΦΡΟΔΙΣΙΑ ΚΑΙ ΔΕΡΜΑΤΙΚΑ [1397, 1170, 1561, 1182]
table-row [185, 318, 391, 330]
divider [402, 267, 640, 270]
germany-heading: Η ΓΕΡΜΑΝΙΑ [437, 273, 605, 300]
column-5-right [1361, 362, 1639, 1355]
railway-sub: ΚΕΡΔΟΣ ΑΝΩΤΑΤΟΝ ΦΡ. 600,000 [1124, 705, 1353, 722]
homeopathy-text: Θεραπεύονται άσφαλώς διά τού Ομοιοπαθητικού καί Ηλεκτροομοιοπαθητικού ιατρικού συστήματος τά όξέα καί χρόνια νοσήματα: τού στήθους (φθίσις, άσθμα) τής καρδίας, τού στομάχου (κατάρρους, έλκος), τού εντέρου, του ήπατος, τα νεφρών, τής κύστεως, τής φωνής, οί πυρετοί, οί ρευματισμοί, ή ποδάγρα, τά δερματικά και νευρικά νοσήματα, ή σπερματόρροια, ή ψώρα, ή ηλεκτρική και έρπηρία. [1368, 425, 1590, 591]
observatory-max: Η μεγίστη έν Αθήναις 14,0 καί ή έλαχίστη 9,0. [185, 925, 391, 952]
table-cell: 123.— [353, 330, 391, 342]
maladies-doctor: LE Dr CHIRURGIEN A. DE BEAUREAU [1371, 801, 1587, 813]
table-cell: 40.92 [290, 512, 341, 524]
company-shares-table [185, 294, 391, 426]
germany-sub-2: ΠΕΡΙ ΤΗΣ ΜΑΚΕΔΟΝΙΑΣ [450, 359, 592, 371]
list-item: «Η Πανάρμα τού Ασάνειδου». [650, 1183, 811, 1196]
wednesday-text: Γραφείον Γ. Σπηλιοπούλου, όδός Νικίου 11 Παρά τή Χρηματιστηρίω. [888, 711, 1114, 738]
column-2 [402, 150, 640, 2140]
therapy-hours: Ώραι έπισκέψεως 8—10 π. μ. 1—5 μ. μ. [890, 965, 1112, 977]
fx-table [185, 501, 391, 573]
table-cell: 32.65 [353, 441, 391, 453]
table-cell: 378.— [353, 306, 391, 318]
world-text: Ο «Ιατρός τών Τρελλών» έκδίδεται κατ' ονάσει είς το ίπομένο έκ 16 σελίδων φυλλάδια, μέ μένας είκόνας έπί τού «Εθνικού Φέριου» τού Χέλος Γιωργέας φίλης. [650, 831, 878, 900]
railway-text: Υπέρ άναπαύσεως τής έν Σμύρνη Ευαγγελικής Αγίας Αικατερίνης και τής δημοτικής σχολής. [1124, 940, 1353, 980]
divider [1124, 1279, 1353, 1282]
divider [650, 1763, 878, 1766]
column-rule-3 [883, 150, 884, 2135]
gyn-name: Α. ΒΟΡΕΑ [1186, 1167, 1291, 1190]
table-row [185, 512, 391, 524]
table-cell: 176.— [353, 354, 391, 366]
homeopathy-heading-2: ΙΑΤΡΙΚΗ ΘΕΤΙΚΗ ΘΕΡΑΠΕΙΑ [1408, 379, 1550, 413]
measles-heading: ΙΛΑΡΑ [481, 821, 561, 848]
list-item: Οικονομική Βιβλιοθήκη δρ. 3. [650, 1632, 809, 1645]
table-row [185, 306, 391, 318]
grocery-text: Καθ' έκάστην μάλλον έιδη πηγαίου έπιπέδου έκλεκτικού πιτύλου, άρισταί της κατά ζωήν των άνθρώπων. Επίσης έν τής όδού καλάθουν και ζώνης, ξέραινάς σάς άργυρά λιχνούδα κατά ετή ευπορείας εύπιτες και τής. [888, 1479, 1114, 1561]
beds-text: Είς τό κλινοέργοστάσιον κατασκευάζονται κλίνες αί τιμές λίαν συγκαταβατικαί. [888, 502, 1114, 542]
success-heading: ΕΠΙΤΥΧΙΑ 17 ΕΤΩΝ [1423, 835, 1535, 847]
list-item: Φεργουσία και Πολιτική δρ. 2. [650, 1646, 814, 1659]
metal-sub: Μ. ΧΑΤΖΗΔΗΜΗΤΡΙΟΥ (ΠΡΩΗΝ ΓΙΑΝΝΟΥ) [1146, 1303, 1331, 1328]
beast-heading-2: ΠΟΥ ΤΟ ΠΗΡΑΝ ΓΙΑ ΝΗΣΙ [1134, 384, 1343, 401]
divider [402, 1657, 640, 1660]
books-list [650, 1564, 878, 1758]
table-cell: Τράπεζα Αθηνών [185, 243, 344, 255]
therapy-text: Βλεννόρροιας, συφιλίδος, στενώσεως τού φαλλού, ειδήσει τού ηδονοβόλου, δυσουρίας, ισχυοπαθειών, θεραπεύει ταχέως καί άσφαλώς ό σύνθετος ιατρός κ. [888, 824, 1114, 892]
clinic-doctor-title: ιατρού [1504, 210, 1545, 222]
liquid-heading: ΥΓΡΟΝ ΑΝΤΙΒΛΕΝΝΟΡΡΟΙΑΚΟΝ [1368, 846, 1639, 891]
table-cell: 3.717.50 [344, 197, 391, 220]
typesetting-text: Αναλαμβάνεται ή έκτύπωσις τοιχοκολλήσεων, τιμολογίων, επιστολόχαρτων, και εντύπων, διά τάς τιμάς άνευ διακοπής καί συναγωνισμού. [1130, 1040, 1347, 1109]
table-cell: Έθν. Τράπεζα τής Ελλάδος. Δρ. [185, 197, 344, 220]
